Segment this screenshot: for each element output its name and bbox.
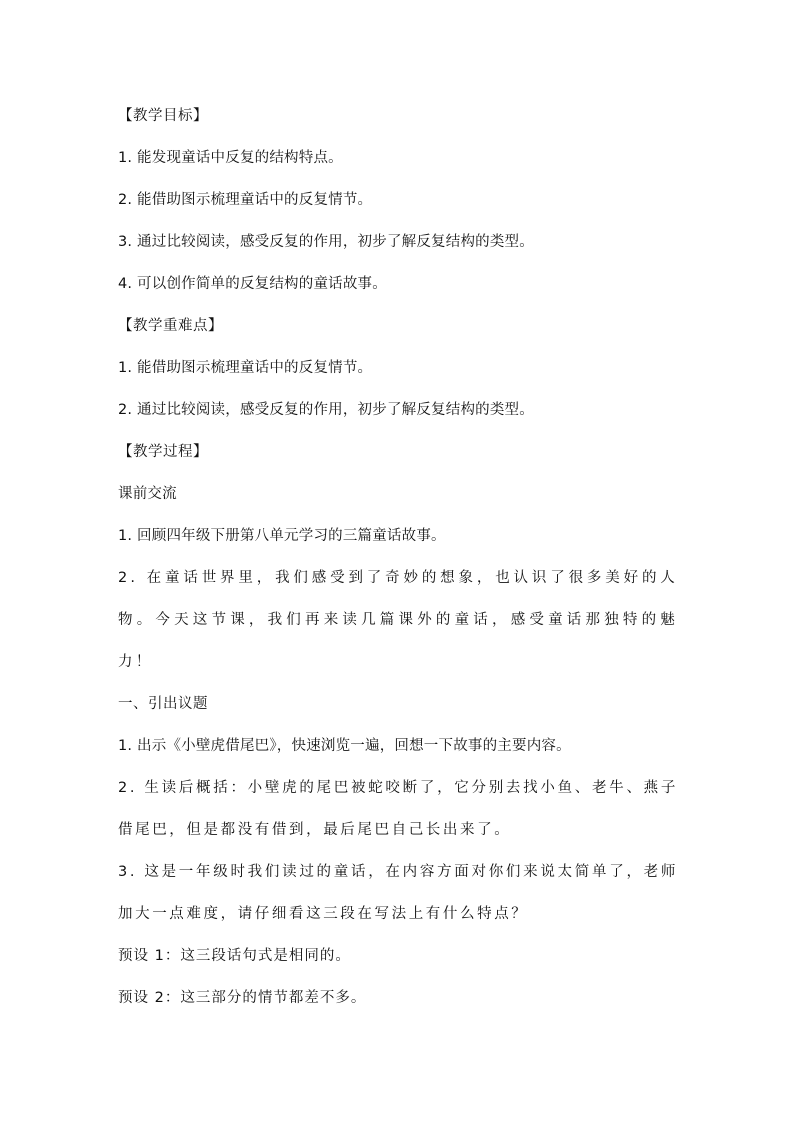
preset-2: 预设 2：这三部分的情节都差不多。 xyxy=(118,990,367,1006)
key-points-heading: 【教学重难点】 xyxy=(118,318,223,334)
part-one-item-1: 1. 出示《小壁虎借尾巴》，快速浏览一遍，回想一下故事的主要内容。 xyxy=(118,738,571,754)
pre-class-item-2: 2. 在童话世界里，我们感受到了奇妙的想象，也认识了很多美好的人物。今天这节课，我们再来读几篇课外的童话，感受童话那独特的魅力！ xyxy=(118,570,678,670)
part-one-heading: 一、引出议题 xyxy=(118,696,208,712)
process-heading: 【教学过程】 xyxy=(118,444,208,460)
preset-1: 预设 1：这三段话句式是相同的。 xyxy=(118,948,351,964)
pre-class-title: 课前交流 xyxy=(118,486,177,502)
goal-item-3: 3. 通过比较阅读，感受反复的作用，初步了解反复结构的类型。 xyxy=(118,234,534,250)
goal-item-1: 1. 能发现童话中反复的结构特点。 xyxy=(118,150,343,166)
document-body xyxy=(118,104,678,1028)
pre-class-item-1: 1. 回顾四年级下册第八单元学习的三篇童话故事。 xyxy=(118,528,446,544)
key-point-item-1: 1. 能借助图示梳理童话中的反复情节。 xyxy=(118,360,373,376)
goals-heading: 【教学目标】 xyxy=(118,108,208,124)
goal-item-2: 2. 能借助图示梳理童话中的反复情节。 xyxy=(118,192,373,208)
key-point-item-2: 2. 通过比较阅读，感受反复的作用，初步了解反复结构的类型。 xyxy=(118,402,534,418)
goal-item-4: 4. 可以创作简单的反复结构的童话故事。 xyxy=(118,276,387,292)
part-one-item-2: 2. 生读后概括：小壁虎的尾巴被蛇咬断了，它分别去找小鱼、老牛、燕子借尾巴，但是都没有借到，最后尾巴自己长出来了。 xyxy=(118,780,678,838)
part-one-item-3: 3. 这是一年级时我们读过的童话，在内容方面对你们来说太简单了，老师加大一点难度，请仔细看这三段在写法上有什么特点？ xyxy=(118,864,678,922)
